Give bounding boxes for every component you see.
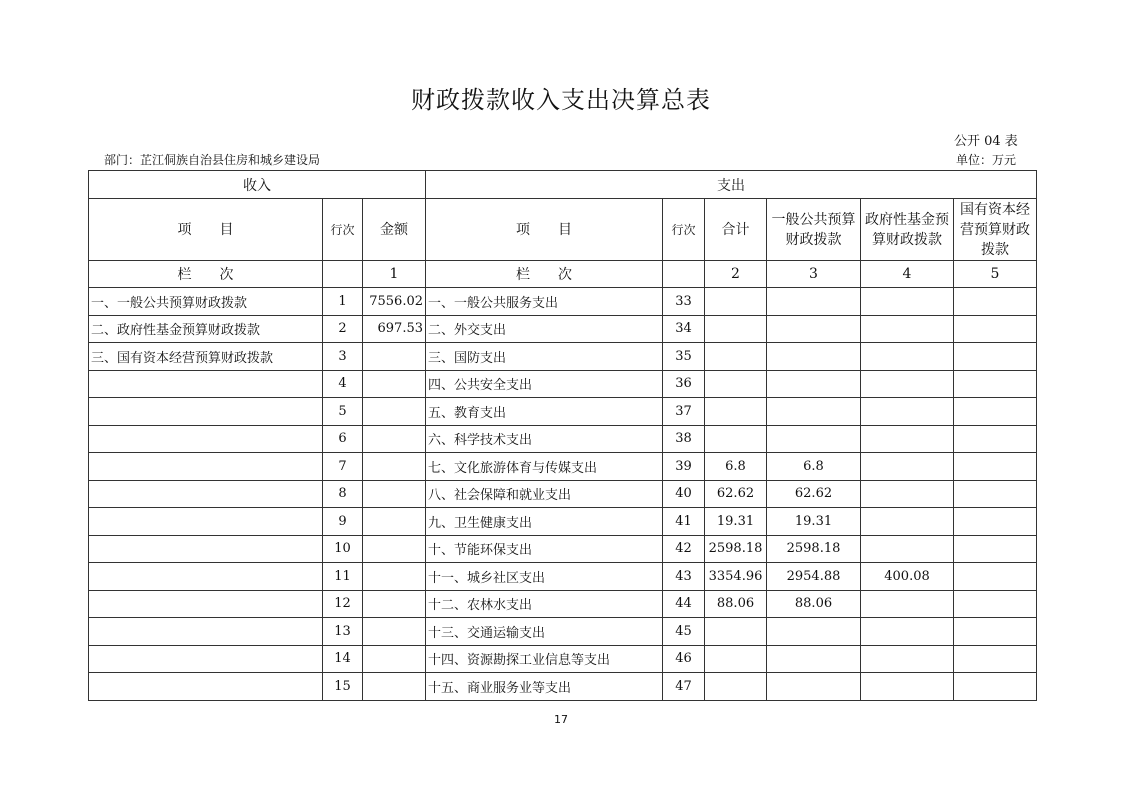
fund-budget-cell <box>861 508 954 536</box>
unit-label: 单位：万元 <box>956 153 1017 167</box>
state-capital-cell <box>954 535 1037 563</box>
state-capital-cell <box>954 453 1037 481</box>
total-cell: 6.8 <box>705 453 767 481</box>
income-line-no-cell: 13 <box>323 618 363 646</box>
general-budget-cell <box>767 315 861 343</box>
income-line-no-cell: 5 <box>323 398 363 426</box>
blank-cell <box>663 261 705 288</box>
income-line-no-cell: 7 <box>323 453 363 481</box>
expense-item-cell: 八、社会保障和就业支出 <box>426 480 663 508</box>
total-cell: 2598.18 <box>705 535 767 563</box>
total-header: 合计 <box>705 199 767 261</box>
group-header-row <box>89 171 1037 199</box>
table-row <box>89 535 1037 563</box>
expense-item-cell: 一、一般公共服务支出 <box>426 288 663 316</box>
table-row <box>89 508 1037 536</box>
state-capital-cell <box>954 508 1037 536</box>
income-item-cell <box>89 618 323 646</box>
income-amount-cell <box>363 618 426 646</box>
total-cell <box>705 398 767 426</box>
table-row <box>89 673 1037 701</box>
column-header-row <box>89 199 1037 261</box>
income-amount-cell <box>363 370 426 398</box>
expense-line-no-cell: 34 <box>663 315 705 343</box>
table-row <box>89 425 1037 453</box>
expense-item-cell: 三、国防支出 <box>426 343 663 371</box>
expense-line-no-cell: 40 <box>663 480 705 508</box>
expense-item-cell: 十三、交通运输支出 <box>426 618 663 646</box>
general-budget-cell: 6.8 <box>767 453 861 481</box>
income-item-cell <box>89 673 323 701</box>
income-amount-cell <box>363 398 426 426</box>
expense-item-header: 项 目 <box>426 199 663 261</box>
income-amount-cell <box>363 673 426 701</box>
table-row <box>89 618 1037 646</box>
income-line-no-cell: 12 <box>323 590 363 618</box>
income-line-no-cell: 10 <box>323 535 363 563</box>
col-index-1: 1 <box>363 261 426 288</box>
income-amount-cell <box>363 563 426 591</box>
fund-budget-cell <box>861 618 954 646</box>
expense-line-no-cell: 46 <box>663 645 705 673</box>
income-item-cell: 一、一般公共预算财政拨款 <box>89 288 323 316</box>
income-amount-cell: 697.53 <box>363 315 426 343</box>
col-index-4: 4 <box>861 261 954 288</box>
expense-item-cell: 四、公共安全支出 <box>426 370 663 398</box>
income-line-no-cell: 1 <box>323 288 363 316</box>
total-cell: 19.31 <box>705 508 767 536</box>
income-line-no-cell: 8 <box>323 480 363 508</box>
page-number: 17 <box>554 713 568 726</box>
expense-item-cell: 十二、农林水支出 <box>426 590 663 618</box>
fund-budget-cell <box>861 590 954 618</box>
state-capital-cell <box>954 563 1037 591</box>
income-column-label: 栏 次 <box>89 261 323 288</box>
fund-budget-cell <box>861 453 954 481</box>
income-item-cell <box>89 535 323 563</box>
state-capital-cell <box>954 288 1037 316</box>
total-cell <box>705 343 767 371</box>
table-row <box>89 453 1037 481</box>
general-budget-cell <box>767 645 861 673</box>
expense-line-no-cell: 38 <box>663 425 705 453</box>
fund-budget-cell <box>861 398 954 426</box>
fund-budget-cell <box>861 645 954 673</box>
table-row <box>89 563 1037 591</box>
expense-item-cell: 十一、城乡社区支出 <box>426 563 663 591</box>
expense-line-no-cell: 45 <box>663 618 705 646</box>
state-capital-cell <box>954 618 1037 646</box>
expense-line-no-cell: 35 <box>663 343 705 371</box>
fund-budget-cell <box>861 480 954 508</box>
income-line-no-cell: 11 <box>323 563 363 591</box>
total-cell <box>705 425 767 453</box>
income-amount-cell <box>363 343 426 371</box>
total-cell <box>705 673 767 701</box>
general-budget-cell <box>767 343 861 371</box>
income-item-cell: 三、国有资本经营预算财政拨款 <box>89 343 323 371</box>
income-item-cell <box>89 370 323 398</box>
table-row <box>89 590 1037 618</box>
fund-budget-cell <box>861 370 954 398</box>
fund-budget-header: 政府性基金预算财政拨款 <box>861 199 954 261</box>
income-line-no-cell: 9 <box>323 508 363 536</box>
income-item-cell <box>89 563 323 591</box>
income-line-no-header: 行次 <box>323 199 363 261</box>
state-capital-cell <box>954 398 1037 426</box>
state-capital-cell <box>954 673 1037 701</box>
income-line-no-cell: 4 <box>323 370 363 398</box>
income-amount-cell <box>363 535 426 563</box>
total-cell <box>705 288 767 316</box>
fund-budget-cell <box>861 425 954 453</box>
total-cell <box>705 315 767 343</box>
total-cell <box>705 618 767 646</box>
blank-cell <box>323 261 363 288</box>
total-cell <box>705 645 767 673</box>
expense-item-cell: 九、卫生健康支出 <box>426 508 663 536</box>
col-index-5: 5 <box>954 261 1037 288</box>
general-budget-cell: 19.31 <box>767 508 861 536</box>
income-amount-cell <box>363 480 426 508</box>
income-amount-cell <box>363 645 426 673</box>
expense-line-no-cell: 44 <box>663 590 705 618</box>
expense-line-no-header: 行次 <box>663 199 705 261</box>
expense-item-cell: 六、科学技术支出 <box>426 425 663 453</box>
expense-line-no-cell: 41 <box>663 508 705 536</box>
general-budget-cell: 88.06 <box>767 590 861 618</box>
table-row <box>89 398 1037 426</box>
fund-budget-cell <box>861 343 954 371</box>
income-item-header: 项 目 <box>89 199 323 261</box>
state-capital-cell <box>954 645 1037 673</box>
income-item-cell <box>89 480 323 508</box>
income-line-no-cell: 3 <box>323 343 363 371</box>
general-budget-cell <box>767 425 861 453</box>
state-capital-cell <box>954 480 1037 508</box>
income-item-cell <box>89 645 323 673</box>
expense-column-label: 栏 次 <box>426 261 663 288</box>
table-row <box>89 315 1037 343</box>
column-index-row <box>89 261 1037 288</box>
budget-table <box>88 170 1037 701</box>
expense-line-no-cell: 37 <box>663 398 705 426</box>
income-item-cell <box>89 508 323 536</box>
income-amount-cell: 7556.02 <box>363 288 426 316</box>
table-row <box>89 645 1037 673</box>
state-capital-cell <box>954 343 1037 371</box>
income-line-no-cell: 14 <box>323 645 363 673</box>
expense-item-cell: 五、教育支出 <box>426 398 663 426</box>
total-cell: 3354.96 <box>705 563 767 591</box>
fund-budget-cell <box>861 673 954 701</box>
fund-budget-cell: 400.08 <box>861 563 954 591</box>
general-budget-header: 一般公共预算财政拨款 <box>767 199 861 261</box>
table-row <box>89 343 1037 371</box>
income-item-cell: 二、政府性基金预算财政拨款 <box>89 315 323 343</box>
state-capital-cell <box>954 590 1037 618</box>
income-amount-cell <box>363 590 426 618</box>
expense-item-cell: 七、文化旅游体育与传媒支出 <box>426 453 663 481</box>
expense-item-cell: 十、节能环保支出 <box>426 535 663 563</box>
expense-item-cell: 二、外交支出 <box>426 315 663 343</box>
expense-header: 支出 <box>426 171 1037 199</box>
col-index-2: 2 <box>705 261 767 288</box>
general-budget-cell <box>767 673 861 701</box>
general-budget-cell <box>767 618 861 646</box>
table-row <box>89 480 1037 508</box>
fund-budget-cell <box>861 315 954 343</box>
income-amount-cell <box>363 508 426 536</box>
income-item-cell <box>89 590 323 618</box>
income-amount-cell <box>363 453 426 481</box>
table-row <box>89 288 1037 316</box>
income-item-cell <box>89 453 323 481</box>
department-label: 部门：芷江侗族自治县住房和城乡建设局 <box>104 153 321 167</box>
expense-line-no-cell: 42 <box>663 535 705 563</box>
expense-line-no-cell: 43 <box>663 563 705 591</box>
expense-line-no-cell: 39 <box>663 453 705 481</box>
state-capital-header: 国有资本经营预算财政拨款 <box>954 199 1037 261</box>
total-cell <box>705 370 767 398</box>
col-index-3: 3 <box>767 261 861 288</box>
expense-line-no-cell: 33 <box>663 288 705 316</box>
table-row <box>89 370 1037 398</box>
general-budget-cell <box>767 370 861 398</box>
expense-item-cell: 十四、资源勘探工业信息等支出 <box>426 645 663 673</box>
income-line-no-cell: 2 <box>323 315 363 343</box>
income-amount-cell <box>363 425 426 453</box>
total-cell: 62.62 <box>705 480 767 508</box>
income-line-no-cell: 6 <box>323 425 363 453</box>
income-item-cell <box>89 425 323 453</box>
page-title: 财政拨款收入支出决算总表 <box>411 86 711 114</box>
expense-line-no-cell: 36 <box>663 370 705 398</box>
state-capital-cell <box>954 370 1037 398</box>
general-budget-cell: 2954.88 <box>767 563 861 591</box>
income-amount-header: 金额 <box>363 199 426 261</box>
state-capital-cell <box>954 425 1037 453</box>
income-item-cell <box>89 398 323 426</box>
expense-item-cell: 十五、商业服务业等支出 <box>426 673 663 701</box>
expense-line-no-cell: 47 <box>663 673 705 701</box>
total-cell: 88.06 <box>705 590 767 618</box>
form-number: 公开 04 表 <box>954 134 1018 149</box>
fund-budget-cell <box>861 535 954 563</box>
state-capital-cell <box>954 315 1037 343</box>
fund-budget-cell <box>861 288 954 316</box>
general-budget-cell <box>767 288 861 316</box>
general-budget-cell: 2598.18 <box>767 535 861 563</box>
general-budget-cell: 62.62 <box>767 480 861 508</box>
income-line-no-cell: 15 <box>323 673 363 701</box>
general-budget-cell <box>767 398 861 426</box>
income-header: 收入 <box>89 171 426 199</box>
